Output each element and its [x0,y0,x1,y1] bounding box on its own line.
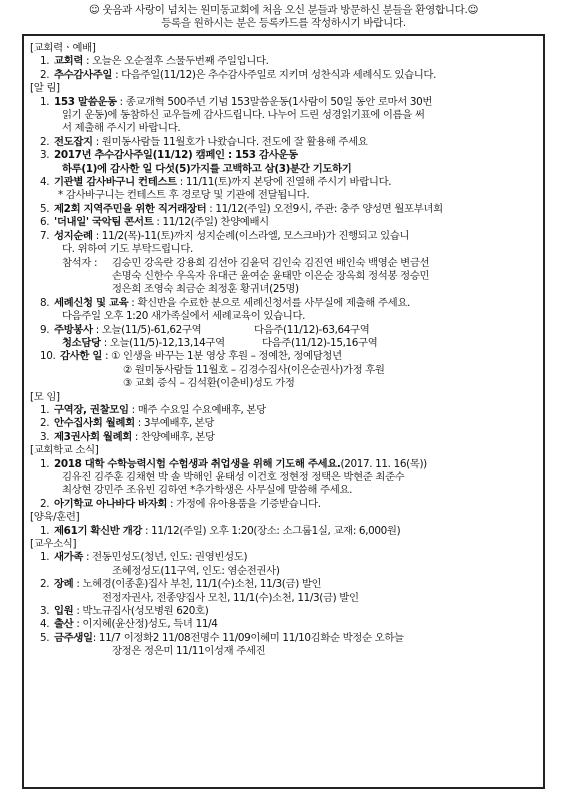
participants: 참석자 : 김승민 강옥란 강용희 김선아 김윤덕 김인숙 김진연 배인숙 백영순 변금선 [62,256,430,269]
section-members: [교우소식] 1. 새가족 : 전동민성도(청년, 인도: 권영빈성도) 조혜정성도(11구역, 인도: 염순전권사) 2. 장례 : 노혜경(이종훈)집사 부친, 11/1(수)소천, 11/3(금) 발인 전정자권사, 전종양집사 모친, 11/1(수)소천, 11/3(금) 발인 3. 입원 : 박노규집사(성모병원 620호) 4. 출산 : 이지혜(윤산정)성도, 득녀 11/4 5. 금주생일: 11/7 이정화2 11/08전명수 11/09이혜미 11/10김화순 박정순 오하늘 장정은 정은미 11/11이성재 주세진 [30,538,538,659]
list-item: 5. 금주생일: 11/7 이정화2 11/08전명수 11/09이혜미 11/10김화순 박정순 오하늘 [40,631,404,644]
section-school: [교회학교 소식] 1. 2018 대학 수학능력시험 수험생과 취업생을 위해 기도해 주세요.(2017. 11. 16(목)) 김유진 김주훈 김채현 박 솔 박해인 윤태성 이건호 정현정 정택은 박현준 최준수 최상현 강민주 조유빈 김하연 *추가학생은 사무실에 말씀해 주세요. 2. 아기학교 아나바다 바자회 : 가정에 유아용품을 기증받습니다. [30,444,538,511]
list-item: 2. 전도잡지 : 원미동사람들 11월호가 나왔습니다. 전도에 잘 활용해 주세요 [40,135,368,148]
section-title: [양육/훈련] [30,511,80,524]
list-item: 4. 출산 : 이지혜(윤산정)성도, 득녀 11/4 [40,618,218,631]
list-item: 5. 제2회 지역주민을 위한 직거래장터 : 11/12(주일) 오전9시, 주관: 충주 양성면 월포부녀회 [40,202,443,215]
section-title: [교회력ㆍ예배] [30,42,96,54]
section-title: [교회학교 소식] [30,444,99,457]
welcome-header [0,4,567,30]
list-item: 2. 추수감사주일 : 다음주일(11/12)은 추수감사주일로 지키며 성찬식과 세례식도 있습니다. [40,68,437,81]
list-item: 9. 주방봉사 : 오늘(11/5)-61,62구역 다음주(11/12)-63,64구역 [40,323,370,336]
section-worship [30,42,538,82]
list-item: 4. 기관별 감사바구니 컨테스트 : 11/11(토)까지 본당에 진열해 주시기 바랍니다. [40,176,392,189]
list-item: 8. 세례신청 및 교육 : 확신반을 수료한 분으로 세례신청서를 사무실에 제출해 주세요. [40,296,410,309]
section-title: [알 림] [30,82,60,95]
list-item: 3. 입원 : 박노규집사(성모병원 620호) [40,605,209,618]
list-item: 3. 2017년 추수감사주일(11/12) 캠페인 : 153 감사운동 [40,149,298,162]
list-item: 2. 아기학교 아나바다 바자회 : 가정에 유아용품을 기증받습니다. [40,497,321,510]
list-item: 6. '더내일' 국악팀 콘서트 : 11/12(주일) 찬양예배시 [40,216,269,229]
list-item: 7. 성지순례 : 11/2(목)-11(토)까지 성지순례(이스라엘, 모스크바)가 진행되고 있습니 [40,229,410,242]
list-item: 1. 새가족 : 전동민성도(청년, 인도: 권영빈성도) [40,551,248,564]
section-meeting [30,391,538,445]
list-item: 1. 제61기 확신반 개강 : 11/12(주일) 오후 1:20(장소: 소그룹1실, 교재: 6,000원) [40,524,401,537]
list-item: 1. 2018 대학 수학능력시험 수험생과 취업생을 위해 기도해 주세요.(2017. 11. 16(목)) [40,457,427,470]
list-item: 2. 안수집사회 월례회 : 3부예배후, 본당 [40,417,215,430]
bulletin-content [30,42,538,659]
section-notice: [알 림] 1. 153 말씀운동 : 종교개혁 500주년 기념 153말씀운동(1사람이 50일 동안 로마서 30번 읽기 운동)에 동참하신 교우들께 감사드립니다. 나누어 드린 성경읽기표에 이름을 써 서 제출해 주시기 바랍니다. 2. 전도잡지 : 원미동사람들 11월호가 나왔습니다. 전도에 잘 활용해 주세요 3. 2017년 추수감사주일(11/12) 캠페인 : 153 감사운동 하루(1)에 감사한 일 다섯(5)가지를 고백하고 삼(3)분간 기도하기 4. 기관별 감사바구니 컨테스트 : 11/11(토)까지 본당에 진열해 주시기 바랍니다. * 감사바구니는 컨테스트 후 경로당 및 기관에 전달됩니다. 5. 제2회 지역주민을 위한 직거래장터 : 11/12(주일) 오전9시, 주관: 충주 양성면 월포부녀회 6. '더내일' 국악팀 콘서트 : 11/12(주일) 찬양예배시 7. 성지순례 : 11/2(목)-11(토)까지 성지순례(이스라엘, 모스크바)가 진행되고 있습니 다. 위하여 기도 부탁드립니다. 참석자 : 김승민 강옥란 강용희 김선아 김윤덕 김인숙 김진연 배인숙 백영순 변금선 손명숙 신한수 우옥자 유대근 윤여순 윤태만 이은순 장옥희 정석봉 정승민 정은희 조영숙 최금순 최정훈 황귀녀(25명) 8. 세례신청 및 교육 : 확신반을 수료한 분으로 세례신청서를 사무실에 제출해 주세요. 다음주일 오후 1:20 새가족실에서 세례교육이 있습니다. 9. 주방봉사 : 오늘(11/5)-61,62구역 다음주(11/12)-63,64구역 청소담당 : 오늘(11/5)-12,13,14구역 다음주(11/12)-15,16구역 10. 감사한 일 : ① 인생을 바꾸는 1분 영상 후원 – 정예찬, 정예담청년 ② 원미동사람들 11월호 – 김경수집사(이은순권사)가정 후원 ③ 교회 증식 – 김석환(이춘비)성도 가정 [30,82,538,390]
list-item: 3. 제3권사회 월례회 : 찬양예배후, 본당 [40,430,215,443]
section-title: [모 임] [30,390,60,403]
list-item: 10. 감사한 일 : ① 인생을 바꾸는 1분 영상 후원 – 정예찬, 정예담청년 [40,350,342,363]
register-line: 등록을 원하시는 분은 등록카드를 작성하시기 바랍니다. [161,17,406,29]
list-item: 1. 교회력 : 오늘은 오순절후 스물두번째 주일입니다. [40,55,269,68]
list-item: 1. 구역장, 권찰모임 : 매주 수요일 수요예배후, 본당 [40,403,266,416]
list-item: 2. 장례 : 노혜경(이종훈)집사 부친, 11/1(수)소천, 11/3(금) 발인 [40,578,322,591]
section-title: [교우소식] [30,538,77,551]
welcome-line: ☺ 웃음과 사랑이 넘치는 원미동교회에 처음 오신 분들과 방문하신 분들을 환영합니다.☺ [88,4,479,16]
list-item: 1. 153 말씀운동 : 종교개혁 500주년 기념 153말씀운동(1사람이 50일 동안 로마서 30번 [40,95,433,108]
section-training [30,511,538,538]
